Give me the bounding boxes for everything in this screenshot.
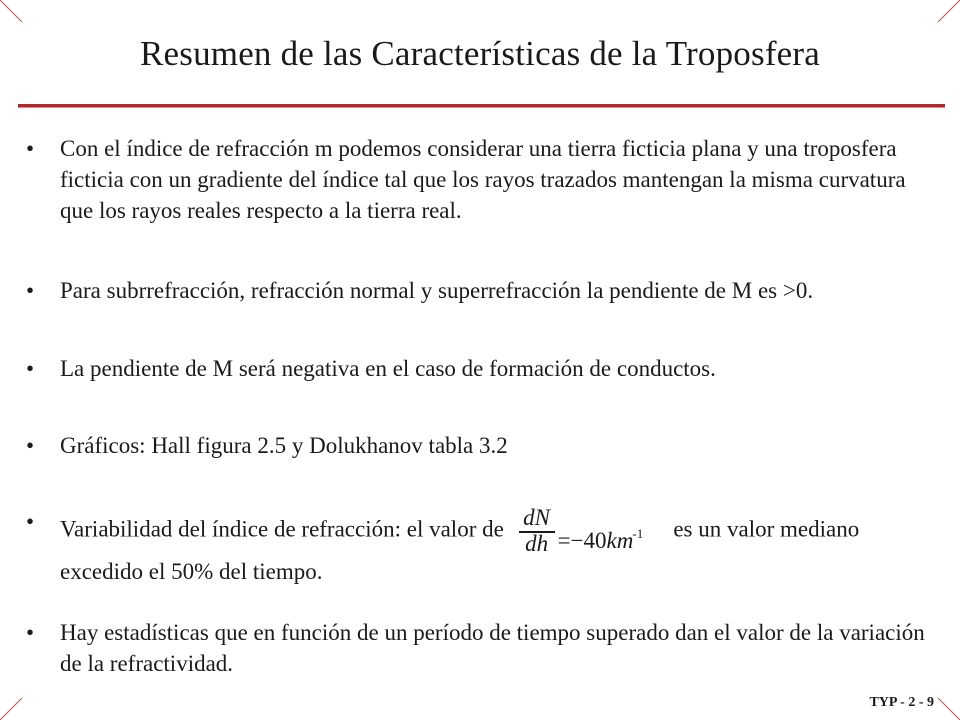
formula-numerator: dN xyxy=(523,505,550,530)
bullet-text: La pendiente de M será negativa en el caso de formación de conductos. xyxy=(60,356,716,381)
bullet-text-before-formula: Variabilidad del índice de refracción: el valor de xyxy=(60,516,504,542)
bullet-text: Para subrrefracción, refracción normal y superrefracción la pendiente de M es >0. xyxy=(60,278,814,303)
bullet-glyph: • xyxy=(26,509,35,534)
formula-denominator: dh xyxy=(525,531,549,556)
formula-exponent: -1 xyxy=(632,526,644,541)
formula-unit: km xyxy=(606,528,634,553)
bullet-glyph: • xyxy=(26,278,35,303)
bullet-text: Hay estadísticas que en función de un período de tiempo superado dan el valor de la variación de la refractividad. xyxy=(60,620,925,676)
corner-decoration-top-right xyxy=(938,0,960,22)
formula-equals: = xyxy=(557,528,571,553)
slide-footer: TYP - 2 - 9 xyxy=(869,695,934,710)
corner-decoration-bottom-right xyxy=(938,698,960,720)
formula-dn-dh xyxy=(514,506,664,556)
bullet-glyph: • xyxy=(26,620,35,645)
formula-value: −40 xyxy=(570,528,607,553)
corner-decoration-bottom-left xyxy=(0,698,22,720)
bullet-text: Con el índice de refracción m podemos considerar una tierra ficticia plana y una troposfera ficticia con un gradiente del índice tal que los rayos trazados mantengan la misma curvatura que los rayos reales respecto a la tierra real. xyxy=(60,136,906,223)
corner-decoration-top-left xyxy=(0,0,22,22)
formula-rhs xyxy=(558,518,644,556)
bullet-glyph: • xyxy=(26,136,35,161)
bullet-text: Gráficos: Hall figura 2.5 y Dolukhanov tabla 3.2 xyxy=(60,433,508,458)
slide-title: Resumen de las Características de la Troposfera xyxy=(139,34,821,73)
title-divider xyxy=(18,104,945,107)
bullet-text xyxy=(60,506,938,587)
bullet-glyph: • xyxy=(26,356,35,381)
bullet-glyph: • xyxy=(26,433,35,458)
bullet-text-after-formula: es un valor mediano excedido el 50% del tiempo. xyxy=(60,516,860,584)
